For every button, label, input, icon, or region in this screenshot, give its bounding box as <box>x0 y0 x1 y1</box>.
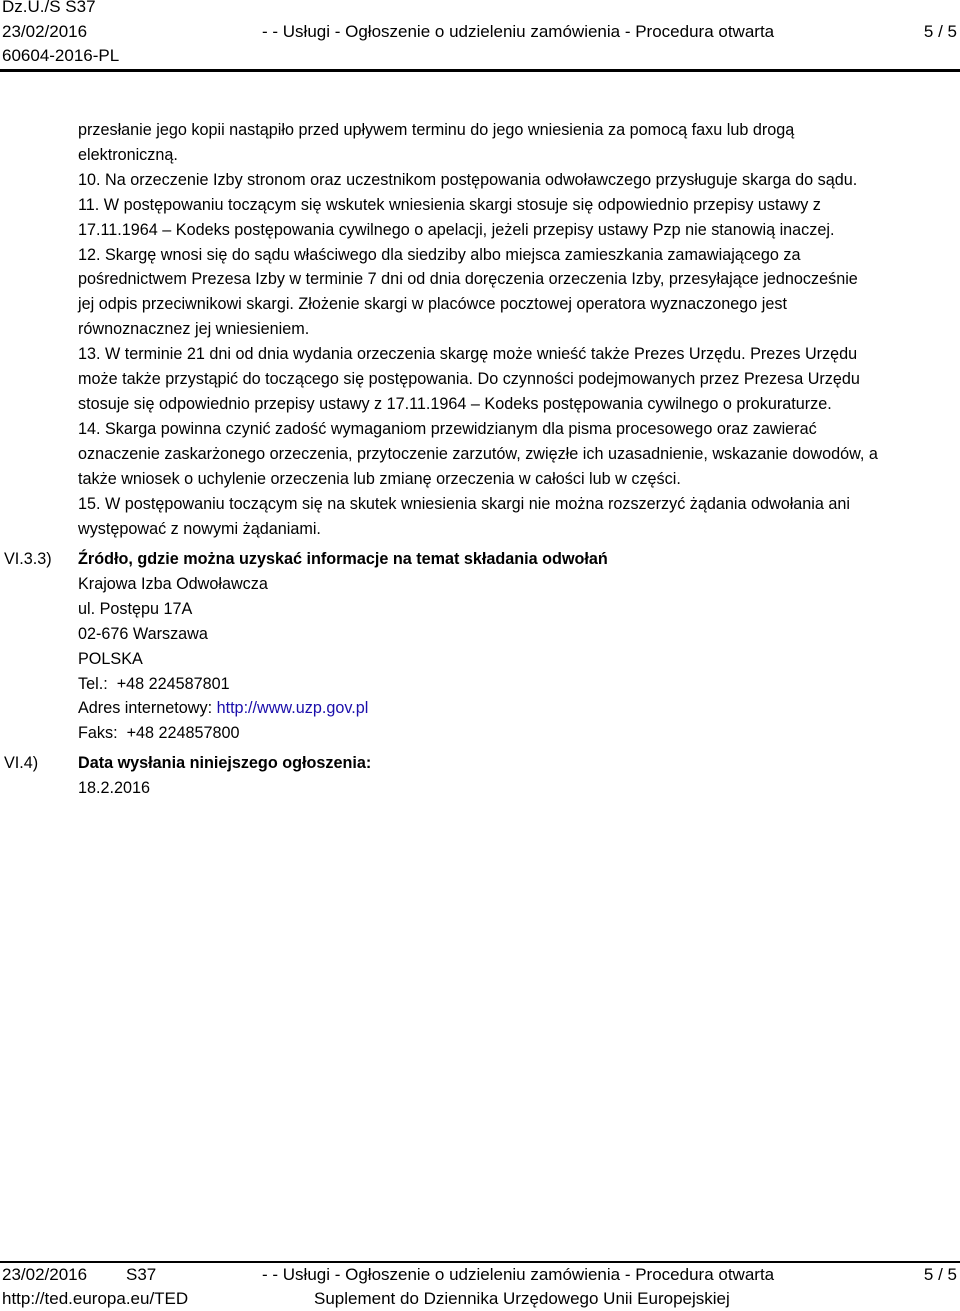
section-number-vi4: VI.4) <box>4 754 39 772</box>
postal-city: 02-676 Warszawa <box>78 624 208 643</box>
section-number-vi33: VI.3.3) <box>4 550 52 568</box>
text-line: 17.11.1964 – Kodeks postępowania cywilnego o apelacji, jeżeli przepisy ustawy Pzp nie stanowią inaczej. <box>78 220 835 239</box>
header-page-number: 5 / 5 <box>923 22 957 41</box>
footer-title: - - Usługi - Ogłoszenie o udzieleniu zamówienia - Procedura otwarta <box>262 1265 775 1284</box>
fax-row <box>78 721 608 746</box>
section-heading: Data wysłania niniejszego ogłoszenia: <box>78 754 372 772</box>
text-line: przesłanie jego kopii nastąpiło przed upływem terminu do jego wniesienia za pomocą faxu lub drogą <box>78 121 795 139</box>
website-row <box>78 696 608 721</box>
text-line: pośrednictwem Prezesa Izby w terminie 7 dni od dnia doręczenia orzeczenia Izby, przesyłające jednocześnie <box>78 270 858 289</box>
text-line: 13. W terminie 21 dni od dnia wydania orzeczenia skargę może wnieść także Prezes Urzędu. Prezes Urzędu <box>78 345 858 364</box>
website-link[interactable]: http://www.uzp.gov.pl <box>216 699 369 718</box>
notice-id: 60604-2016-PL <box>2 46 120 65</box>
section-heading: Źródło, gdzie można uzyskać informacje na temat składania odwołań <box>78 550 608 568</box>
fax-label: Faks: <box>78 724 118 743</box>
text-line: równoznacznez jej wniesieniem. <box>78 320 310 339</box>
footer-series: S37 <box>126 1265 157 1284</box>
tel-value: +48 224587801 <box>116 674 230 693</box>
tel-label: Tel.: <box>78 674 108 693</box>
header-date: 23/02/2016 <box>2 22 88 41</box>
text-line: oznaczenie zaskarżonego orzeczenia, przytoczenie zarzutów, zwięzłe ich uzasadnienie, wskazanie dowodów, a <box>78 444 878 463</box>
organization-name: Krajowa Izba Odwoławcza <box>78 574 268 593</box>
text-line: jej odpis przeciwnikowi skargi. Złożenie skargi w placówce pocztowej operatora wyznaczonego jest <box>78 295 787 314</box>
web-label: Adres internetowy: <box>78 699 213 718</box>
fax-value: +48 224857800 <box>126 724 240 743</box>
footer-page-number: 5 / 5 <box>923 1265 957 1284</box>
header-divider <box>0 69 960 72</box>
text-line: stosuje się odpowiednio przepisy ustawy z 17.11.1964 – Kodeks postępowania cywilnego o prokuraturze. <box>78 394 832 413</box>
text-line: występować z nowymi żądaniami. <box>78 519 321 538</box>
footer-date: 23/02/2016 <box>2 1265 88 1284</box>
text-line: także wniosek o uchylenie orzeczenia lub zmianę orzeczenia w całości lub w części. <box>78 469 681 488</box>
country: POLSKA <box>78 649 143 668</box>
text-line: 15. W postępowaniu toczącym się na skutek wniesienia skargi nie można rozszerzyć żądania odwołania ani <box>78 494 850 513</box>
text-line: elektroniczną. <box>78 145 178 164</box>
text-line: 14. Skarga powinna czynić zadość wymaganiom przewidzianym dla pisma procesowego oraz zawierać <box>78 419 817 438</box>
appeal-info-source <box>78 547 608 746</box>
text-line: 11. W postępowaniu toczącym się wskutek wniesienia skargi stosuje się odpowiednio przepisy ustawy z <box>78 195 821 214</box>
header-title: - - Usługi - Ogłoszenie o udzieleniu zamówienia - Procedura otwarta <box>262 22 775 41</box>
journal-ref: Dz.U./S S37 <box>2 0 96 16</box>
footer-divider <box>0 1261 960 1263</box>
text-line: może także przystąpić do toczącego się postępowania. Do czynności podejmowanych przez Prezesa Urzędu <box>78 370 860 389</box>
telephone-row <box>78 672 608 697</box>
dispatch-date-section <box>78 751 371 801</box>
text-line: 10. Na orzeczenie Izby stronom oraz uczestnikom postępowania odwoławczego przysługuje skarga do sądu. <box>78 170 858 189</box>
dispatch-date: 18.2.2016 <box>78 778 151 797</box>
text-line: 12. Skargę wnosi się do sądu właściwego dla siedziby albo miejsca zamieszkania zamawiającego za <box>78 245 801 264</box>
footer-url[interactable]: http://ted.europa.eu/TED <box>2 1289 189 1308</box>
footer-supplement: Suplement do Dziennika Urzędowego Unii Europejskiej <box>314 1289 730 1308</box>
appeal-procedure-text <box>78 118 958 541</box>
street-address: ul. Postępu 17A <box>78 599 193 618</box>
